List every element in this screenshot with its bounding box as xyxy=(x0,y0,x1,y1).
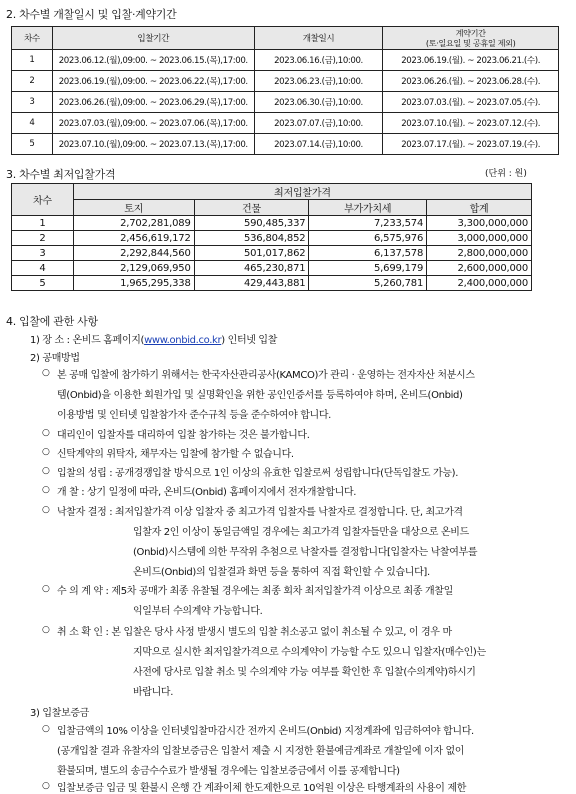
cell-bid-period: 2023.06.19.(월),09:00. ~ 2023.06.22.(목),17:00. xyxy=(52,71,254,92)
cell-round: 1 xyxy=(12,50,53,71)
table-row xyxy=(12,71,559,92)
para-line: 개 찰 : 상기 일정에 따라, 온비드(Onbid) 홈페이지에서 전자개찰합니다. xyxy=(57,487,357,498)
section-4-title: 4. 입찰에 관한 사항 xyxy=(6,315,98,328)
cell-opening: 2023.06.16.(금),10:00. xyxy=(254,50,383,71)
cell-bid-period: 2023.07.10.(월),09:00. ~ 2023.07.13.(목),17:00. xyxy=(52,134,254,155)
section-2-title: 2. 차수별 개찰일시 및 입찰·계약기간 xyxy=(6,8,177,21)
para-line: 온비드(Onbid)의 입찰결과 화면 등을 통하여 직접 확인할 수 있습니다]. xyxy=(133,567,430,578)
header-bid-period: 입찰기간 xyxy=(52,27,254,50)
cell-opening: 2023.06.23.(금),10:00. xyxy=(254,71,383,92)
cell-vat: 5,699,179 xyxy=(309,261,427,276)
cell-bid-period: 2023.06.12.(월),09:00. ~ 2023.06.15.(목),17:00. xyxy=(52,50,254,71)
price-header-row xyxy=(12,184,532,200)
cell-land: 2,456,619,172 xyxy=(73,231,194,246)
para-line: 대리인이 입찰자를 대리하여 입찰 참가하는 것은 불가합니다. xyxy=(57,430,310,441)
header-total: 합계 xyxy=(427,200,532,216)
cell-contract: 2023.07.03.(월). ~ 2023.07.05.(수). xyxy=(383,92,559,113)
para-line: 입찰보증금 입금 및 환불시 은행 간 계좌이체 한도제한으로 10억원 이상은 타행계좌의 사용이 제한 xyxy=(57,783,467,794)
header-min-price: 최저입찰가격 xyxy=(73,184,531,200)
para-line: 익일부터 수의계약 가능합니다. xyxy=(133,606,263,617)
bullet-circle-icon: ○ xyxy=(42,781,50,791)
para-line: 낙찰자 결정 : 최저입찰가격 이상 입찰자 중 최고가격 입찰자를 낙찰자로 결정합니다. 단, 최고가격 xyxy=(57,507,463,518)
bullet-circle-icon: ○ xyxy=(42,505,50,515)
bullet-circle-icon: ○ xyxy=(42,625,50,635)
schedule-header-row xyxy=(12,27,559,50)
cell-vat: 6,575,976 xyxy=(309,231,427,246)
cell-land: 2,292,844,560 xyxy=(73,246,194,261)
para-line: 입찰의 성립 : 공개경쟁입찰 방식으로 1인 이상의 유효한 입찰로써 성립합니다(단독입찰도 가능). xyxy=(57,468,459,479)
item-location-prefix: 1) 장 소 : 온비드 홈페이지( xyxy=(30,335,145,346)
unit-label: (단위 : 원) xyxy=(485,169,527,179)
price-subheader-row xyxy=(12,200,532,216)
para-line: 바랍니다. xyxy=(133,687,174,698)
section-3-title: 3. 차수별 최저입찰가격 xyxy=(6,168,116,181)
cell-round: 5 xyxy=(12,276,74,291)
header-building: 건물 xyxy=(194,200,309,216)
cell-building: 501,017,862 xyxy=(194,246,309,261)
cell-opening: 2023.07.14.(금),10:00. xyxy=(254,134,383,155)
table-row xyxy=(12,92,559,113)
bullet-circle-icon: ○ xyxy=(42,584,50,594)
cell-vat: 7,233,574 xyxy=(309,216,427,231)
bullet-circle-icon: ○ xyxy=(42,466,50,476)
header-vat: 부가가치세 xyxy=(309,200,427,216)
para-line: 입찰자 2인 이상이 동일금액일 경우에는 최고가격 입찰자들만을 대상으로 온비드 xyxy=(133,527,469,538)
para-line: 사전에 당사로 입찰 취소 및 수의계약 가능 여부를 확인한 후 입찰(수의계약)하시기 xyxy=(133,667,476,678)
cell-contract: 2023.06.19.(월). ~ 2023.06.21.(수). xyxy=(383,50,559,71)
para-line: 환불되며, 별도의 송금수수료가 발생될 경우에는 입찰보증금에서 이를 공제합니다) xyxy=(57,766,400,777)
cell-round: 3 xyxy=(12,92,53,113)
header-contract-line2: (토·일요일 및 공휴일 제외) xyxy=(425,38,516,48)
cell-round: 4 xyxy=(12,261,74,276)
cell-opening: 2023.07.07.(금),10:00. xyxy=(254,113,383,134)
table-row xyxy=(12,276,532,291)
cell-total: 3,300,000,000 xyxy=(427,216,532,231)
header-round: 차수 xyxy=(12,27,53,50)
header-round: 차수 xyxy=(12,184,74,216)
para-line: 신탁계약의 위탁자, 채무자는 입찰에 참가할 수 없습니다. xyxy=(57,449,294,460)
bullet-circle-icon: ○ xyxy=(42,447,50,457)
cell-total: 3,000,000,000 xyxy=(427,231,532,246)
table-row xyxy=(12,134,559,155)
schedule-table xyxy=(11,26,559,155)
para-line: 이용방법 및 인터넷 입찰참가자 준수규칙 등을 준수하여야 합니다. xyxy=(57,410,331,421)
cell-total: 2,800,000,000 xyxy=(427,246,532,261)
bullet-circle-icon: ○ xyxy=(42,428,50,438)
cell-round: 2 xyxy=(12,71,53,92)
item-location-suffix: ) 인터넷 입찰 xyxy=(221,335,278,346)
cell-bid-period: 2023.07.03.(월),09:00. ~ 2023.07.06.(목),17:00. xyxy=(52,113,254,134)
cell-building: 429,443,881 xyxy=(194,276,309,291)
cell-total: 2,400,000,000 xyxy=(427,276,532,291)
bullet-circle-icon: ○ xyxy=(42,724,50,734)
table-row xyxy=(12,261,532,276)
cell-building: 590,485,337 xyxy=(194,216,309,231)
cell-opening: 2023.06.30.(금),10:00. xyxy=(254,92,383,113)
cell-bid-period: 2023.06.26.(월),09:00. ~ 2023.06.29.(목),17:00. xyxy=(52,92,254,113)
table-row xyxy=(12,246,532,261)
header-contract xyxy=(383,27,559,50)
bullet-circle-icon: ○ xyxy=(42,368,50,378)
header-opening: 개찰일시 xyxy=(254,27,383,50)
cell-vat: 6,137,578 xyxy=(309,246,427,261)
cell-contract: 2023.06.26.(월). ~ 2023.06.28.(수). xyxy=(383,71,559,92)
price-table xyxy=(11,183,532,291)
para-line: 지막으로 실시한 최저입찰가격으로 수의계약이 가능할 수도 있으니 입찰자(매수인)는 xyxy=(133,647,486,658)
table-row xyxy=(12,216,532,231)
cell-land: 2,129,069,950 xyxy=(73,261,194,276)
bullet-circle-icon: ○ xyxy=(42,485,50,495)
cell-total: 2,600,000,000 xyxy=(427,261,532,276)
para-line: (Onbid)시스템에 의한 무작위 추첨으로 낙찰자를 결정합니다[입찰자는 낙찰여부를 xyxy=(133,547,478,558)
header-land: 토지 xyxy=(73,200,194,216)
cell-contract: 2023.07.17.(월). ~ 2023.07.19.(수). xyxy=(383,134,559,155)
para-line: 본 공매 입찰에 참가하기 위해서는 한국자산관리공사(KAMCO)가 관리 · 운영하는 전자자산 처분시스 xyxy=(57,370,475,381)
table-row xyxy=(12,50,559,71)
cell-land: 1,965,295,338 xyxy=(73,276,194,291)
cell-round: 5 xyxy=(12,134,53,155)
header-contract-line1: 계약기간 xyxy=(455,28,486,38)
para-line: 입찰금액의 10% 이상을 인터넷입찰마감시간 전까지 온비드(Onbid) 지정계좌에 입금하여야 합니다. xyxy=(57,726,474,737)
para-line: 취 소 확 인 : 본 입찰은 당사 사정 발생시 별도의 입찰 취소공고 없이 취소될 수 있고, 이 경우 마 xyxy=(57,627,452,638)
item-method-title: 2) 공매방법 xyxy=(30,353,80,364)
cell-building: 465,230,871 xyxy=(194,261,309,276)
para-line: (공개입찰 결과 유찰자의 입찰보증금은 입찰서 제출 시 지정한 환불예금계좌로 개찰일에 이자 없이 xyxy=(57,746,465,757)
item-location xyxy=(30,331,277,346)
onbid-link[interactable]: www.onbid.co.kr xyxy=(144,335,222,346)
cell-building: 536,804,852 xyxy=(194,231,309,246)
cell-round: 2 xyxy=(12,231,74,246)
cell-round: 4 xyxy=(12,113,53,134)
para-line: 템(Onbid)을 이용한 회원가입 및 실명확인을 위한 공인인증서를 등록하여야 하며, 온비드(Onbid) xyxy=(57,390,463,401)
cell-contract: 2023.07.10.(월). ~ 2023.07.12.(수). xyxy=(383,113,559,134)
cell-vat: 5,260,781 xyxy=(309,276,427,291)
cell-round: 1 xyxy=(12,216,74,231)
table-row xyxy=(12,231,532,246)
cell-round: 3 xyxy=(12,246,74,261)
para-line: 수 의 계 약 : 제5차 공매가 최종 유찰될 경우에는 최종 회차 최저입찰가격 이상으로 최종 개찰일 xyxy=(57,586,453,597)
table-row xyxy=(12,113,559,134)
item-deposit-title: 3) 입찰보증금 xyxy=(30,708,89,719)
cell-land: 2,702,281,089 xyxy=(73,216,194,231)
